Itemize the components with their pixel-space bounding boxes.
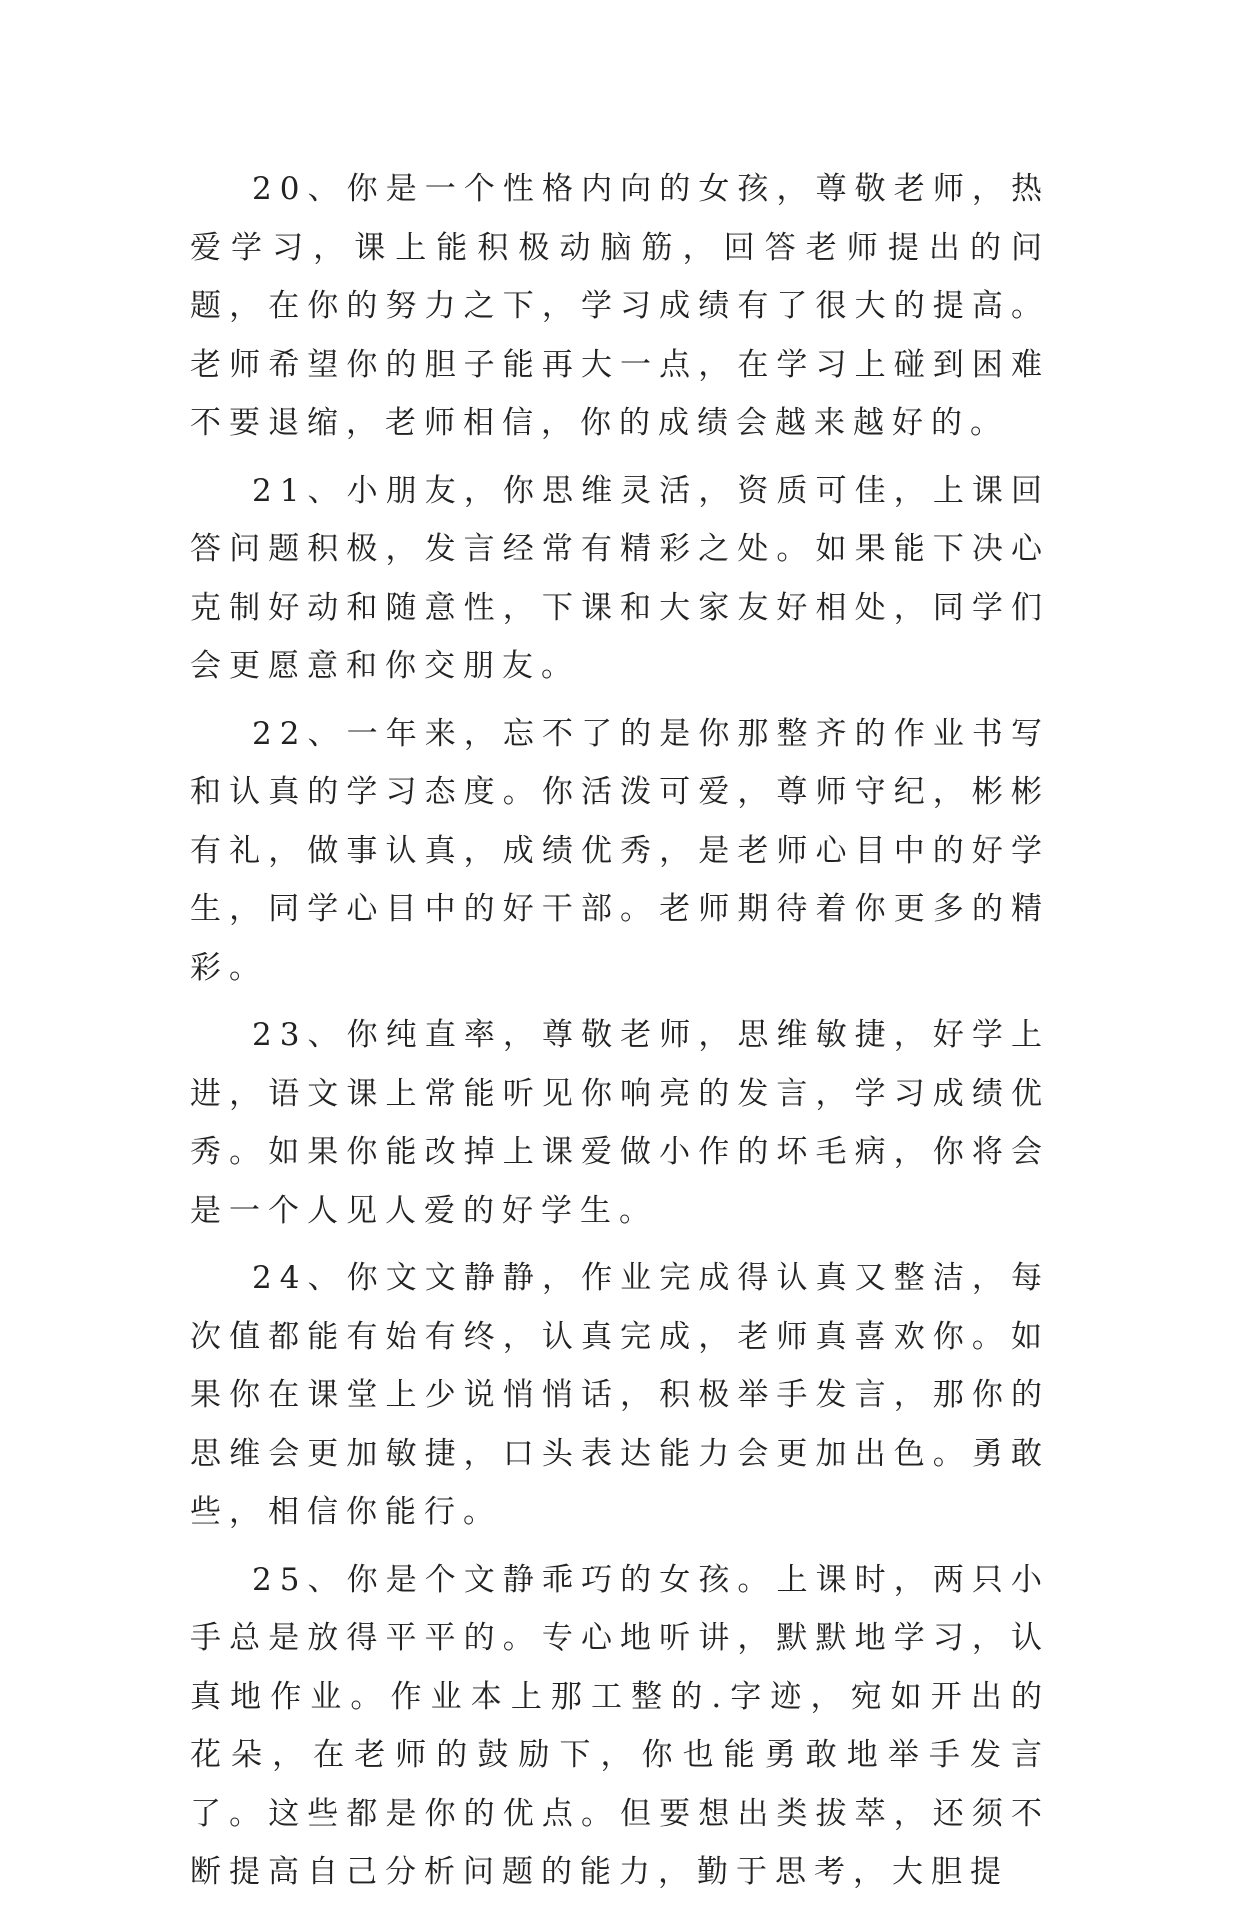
paragraph-22: 22、一年来，忘不了的是你那整齐的作业书写和认真的学习态度。你活泼可爱，尊师守纪，彬彬有礼，做事认真，成绩优秀，是老师心目中的好学生，同学心目中的好干部。老师期待着你更多的精彩。 [190,715,1050,986]
paragraph-25: 25、你是个文静乖巧的女孩。上课时，两只小手总是放得平平的。专心地听讲，默默地学习，认真地作业。作业本上那工整的.字迹，宛如开出的花朵，在老师的鼓励下，你也能勇敢地举手发言了。这些都是你的优点。但要想出类拔萃，还须不断提高自己分析问题的能力，勤于思考，大胆提 [190,1561,1050,1890]
paragraph-23: 23、你纯直率，尊敬老师，思维敏捷，好学上进，语文课上常能听见你响亮的发言，学习成绩优秀。如果你能改掉上课爱做小作的坏毛病，你将会是一个人见人爱的好学生。 [190,1017,1050,1229]
paragraph-21: 21、小朋友，你思维灵活，资质可佳，上课回答问题积极，发言经常有精彩之处。如果能下决心克制好动和随意性，下课和大家友好相处，同学们会更愿意和你交朋友。 [190,472,1050,684]
paragraph-20: 20、你是一个性格内向的女孩，尊敬老师，热爱学习，课上能积极动脑筋，回答老师提出的问题，在你的努力之下，学习成绩有了很大的提高。老师希望你的胆子能再大一点，在学习上碰到困难不要退缩，老师相信，你的成绩会越来越好的。 [190,171,1050,441]
paragraph-24: 24、你文文静静，作业完成得认真又整洁，每次值都能有始有终，认真完成，老师真喜欢你。如果你在课堂上少说悄悄话，积极举手发言，那你的思维会更加敏捷，口头表达能力会更加出色。勇敢些，相信你能行。 [190,1260,1050,1530]
document-body [190,160,1050,1911]
